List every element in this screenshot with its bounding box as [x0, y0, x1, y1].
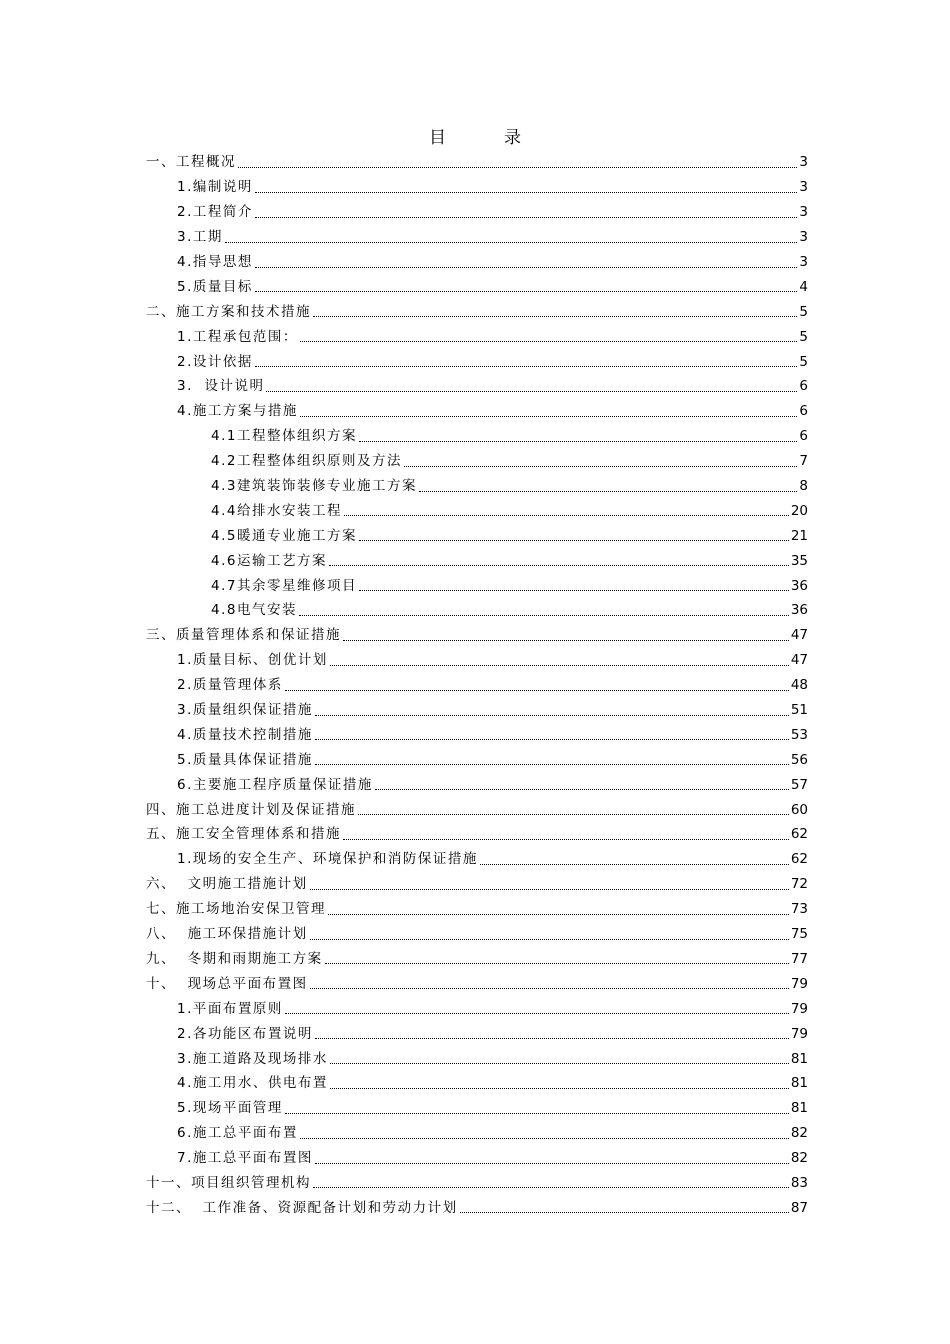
toc-entry-title: 6.施工总平面布置 — [177, 1125, 298, 1142]
toc-entry-page-number: 3 — [799, 229, 808, 246]
toc-entry-title: 3.工期 — [177, 229, 223, 246]
toc-entry[interactable] — [146, 474, 808, 499]
toc-entry-page-number: 81 — [790, 1075, 808, 1092]
dot-leader — [255, 366, 798, 367]
toc-entry-page-number: 6 — [799, 378, 808, 395]
toc-entry-page-number: 7 — [799, 453, 808, 470]
toc-entry-title: 5.现场平面管理 — [177, 1100, 283, 1117]
toc-entry[interactable] — [146, 449, 808, 474]
toc-entry-title: 4.8电气安装 — [211, 602, 297, 619]
toc-entry[interactable] — [146, 673, 808, 698]
toc-entry-page-number: 53 — [790, 726, 808, 743]
toc-entry-title: 1.质量目标、创优计划 — [177, 652, 328, 669]
toc-entry-title: 4.施工方案与措施 — [177, 403, 298, 420]
dot-leader — [285, 690, 789, 691]
toc-entry-title: 4.5暖通专业施工方案 — [211, 527, 357, 544]
toc-entry[interactable] — [146, 1146, 808, 1171]
toc-entry-title: 十一、项目组织管理机构 — [146, 1174, 311, 1191]
toc-entry[interactable] — [146, 324, 808, 349]
toc-entry[interactable] — [146, 424, 808, 449]
dot-leader — [310, 988, 789, 989]
dot-leader — [359, 590, 789, 591]
dot-leader — [325, 963, 789, 964]
toc-entry-title: 1.编制说明 — [177, 179, 253, 196]
dot-leader — [300, 341, 798, 342]
toc-entry-title: 4.2工程整体组织原则及方法 — [211, 453, 402, 470]
toc-entry-page-number: 3 — [799, 254, 808, 270]
dot-leader — [404, 466, 797, 467]
toc-entry-title: 4.指导思想 — [177, 254, 253, 270]
dot-leader — [344, 515, 789, 516]
toc-entry-page-number: 87 — [790, 1199, 808, 1216]
toc-entry[interactable] — [146, 200, 808, 225]
dot-leader — [300, 416, 798, 417]
dot-leader — [359, 540, 789, 541]
toc-entry-title: 五、施工安全管理体系和措施 — [146, 826, 341, 843]
toc-entry-page-number: 79 — [790, 1000, 808, 1017]
toc-entry[interactable] — [146, 772, 808, 797]
toc-entry-page-number: 56 — [790, 751, 808, 768]
toc-entry-page-number: 21 — [790, 527, 808, 544]
toc-entry-title: 六、 文明施工措施计划 — [146, 876, 308, 893]
dot-leader — [266, 391, 797, 392]
toc-entry-page-number: 75 — [790, 926, 808, 943]
toc-entry-title: 2.各功能区布置说明 — [177, 1025, 313, 1042]
dot-leader — [419, 491, 797, 492]
toc-entry-title: 3.施工道路及现场排水 — [177, 1050, 328, 1067]
dot-leader — [480, 864, 789, 865]
toc-entry[interactable] — [146, 175, 808, 200]
toc-entry-title: 1.工程承包范围： — [177, 328, 298, 345]
dot-leader — [315, 739, 789, 740]
toc-entry-page-number: 72 — [790, 876, 808, 893]
toc-entry-page-number: 81 — [790, 1050, 808, 1067]
dot-leader — [358, 814, 789, 815]
toc-entry[interactable] — [146, 498, 808, 523]
toc-entry[interactable] — [146, 971, 808, 996]
toc-entry-title: 4.6运输工艺方案 — [211, 552, 327, 569]
table-of-contents — [146, 150, 808, 1220]
toc-entry-page-number: 47 — [790, 652, 808, 669]
toc-entry-page-number: 4 — [799, 278, 808, 295]
dot-leader — [310, 889, 789, 890]
toc-entry-page-number: 6 — [799, 403, 808, 420]
toc-entry[interactable] — [146, 947, 808, 972]
toc-entry[interactable] — [146, 1021, 808, 1046]
dot-leader — [343, 839, 789, 840]
toc-entry[interactable] — [146, 150, 808, 175]
toc-entry[interactable] — [146, 1121, 808, 1146]
toc-entry-page-number: 82 — [790, 1150, 808, 1167]
toc-entry[interactable] — [146, 349, 808, 374]
toc-entry[interactable] — [146, 698, 808, 723]
toc-entry[interactable] — [146, 598, 808, 623]
toc-entry-page-number: 77 — [790, 950, 808, 967]
toc-entry-page-number: 82 — [790, 1125, 808, 1142]
dot-leader — [315, 1163, 789, 1164]
dot-leader — [310, 939, 789, 940]
toc-entry-page-number: 36 — [790, 577, 808, 594]
dot-leader — [299, 615, 789, 616]
dot-leader — [329, 565, 789, 566]
toc-entry-title: 八、 施工环保措施计划 — [146, 926, 308, 943]
toc-entry[interactable] — [146, 250, 808, 275]
toc-entry-title: 2.质量管理体系 — [177, 677, 283, 694]
toc-entry-page-number: 3 — [799, 179, 808, 196]
toc-entry-title: 四、施工总进度计划及保证措施 — [146, 801, 356, 818]
dot-leader — [285, 1013, 789, 1014]
toc-entry-title: 七、施工场地治安保卫管理 — [146, 901, 326, 918]
toc-entry-page-number: 3 — [799, 154, 808, 171]
toc-entry[interactable] — [146, 623, 808, 648]
toc-entry-title: 6.主要施工程序质量保证措施 — [177, 776, 373, 793]
toc-entry-title: 1.现场的安全生产、环境保护和消防保证措施 — [177, 851, 478, 868]
toc-entry-page-number: 48 — [790, 677, 808, 694]
toc-entry-title: 7.施工总平面布置图 — [177, 1150, 313, 1167]
toc-entry[interactable] — [146, 847, 808, 872]
dot-leader — [375, 789, 789, 790]
toc-entry-title: 4.1工程整体组织方案 — [211, 428, 357, 445]
toc-entry-title: 4.质量技术控制措施 — [177, 726, 313, 743]
toc-entry-page-number: 36 — [790, 602, 808, 619]
toc-entry-title: 2.工程简介 — [177, 204, 253, 221]
dot-leader — [285, 1113, 789, 1114]
dot-leader — [315, 764, 789, 765]
toc-entry-title: 1.平面布置原则 — [177, 1000, 283, 1017]
dot-leader — [460, 1212, 789, 1213]
toc-entry[interactable] — [146, 1046, 808, 1071]
toc-entry-page-number: 6 — [799, 428, 808, 445]
toc-entry-page-number: 51 — [790, 702, 808, 719]
dot-leader — [313, 1187, 789, 1188]
dot-leader — [255, 267, 798, 268]
toc-entry-page-number: 5 — [799, 303, 808, 320]
toc-entry[interactable] — [146, 872, 808, 897]
toc-entry-page-number: 60 — [790, 801, 808, 818]
toc-entry-page-number: 62 — [790, 826, 808, 843]
dot-leader — [359, 441, 797, 442]
toc-entry-page-number: 5 — [799, 353, 808, 370]
toc-entry[interactable] — [146, 648, 808, 673]
toc-entry[interactable] — [146, 996, 808, 1021]
toc-entry[interactable] — [146, 922, 808, 947]
toc-entry-page-number: 62 — [790, 851, 808, 868]
dot-leader — [255, 291, 798, 292]
toc-entry-title: 十二、 工作准备、资源配备计划和劳动力计划 — [146, 1199, 458, 1216]
toc-entry[interactable] — [146, 548, 808, 573]
toc-entry-title: 一、工程概况 — [146, 154, 236, 171]
toc-entry-page-number: 3 — [799, 204, 808, 221]
toc-entry-title: 2.设计依据 — [177, 353, 253, 370]
toc-entry-page-number: 57 — [790, 776, 808, 793]
toc-entry-page-number: 47 — [790, 627, 808, 644]
dot-leader — [225, 242, 798, 243]
toc-entry-page-number: 79 — [790, 1025, 808, 1042]
dot-leader — [328, 914, 789, 915]
toc-entry-title: 4.施工用水、供电布置 — [177, 1075, 328, 1092]
toc-entry-page-number: 35 — [790, 552, 808, 569]
toc-entry-title: 5.质量目标 — [177, 278, 253, 295]
dot-leader — [330, 665, 789, 666]
dot-leader — [255, 192, 798, 193]
toc-entry-title: 九、 冬期和雨期施工方案 — [146, 950, 323, 967]
toc-entry-title: 二、施工方案和技术措施 — [146, 303, 311, 320]
toc-entry[interactable] — [146, 374, 808, 399]
toc-entry-page-number: 8 — [799, 478, 808, 495]
dot-leader — [300, 1138, 789, 1139]
toc-entry[interactable] — [146, 1195, 808, 1220]
toc-entry[interactable] — [146, 1096, 808, 1121]
toc-entry-title: 3. 设计说明 — [177, 378, 265, 395]
toc-entry[interactable] — [146, 299, 808, 324]
toc-entry-title: 3.质量组织保证措施 — [177, 702, 313, 719]
toc-entry[interactable] — [146, 797, 808, 822]
toc-entry[interactable] — [146, 822, 808, 847]
dot-leader — [315, 715, 789, 716]
dot-leader — [255, 217, 798, 218]
dot-leader — [238, 167, 797, 168]
dot-leader — [330, 1088, 789, 1089]
toc-entry-page-number: 81 — [790, 1100, 808, 1117]
toc-entry[interactable] — [146, 274, 808, 299]
toc-entry-page-number: 83 — [790, 1174, 808, 1191]
toc-entry-title: 5.质量具体保证措施 — [177, 751, 313, 768]
toc-entry[interactable] — [146, 573, 808, 598]
dot-leader — [315, 1038, 789, 1039]
toc-entry[interactable] — [146, 747, 808, 772]
toc-entry-page-number: 73 — [790, 901, 808, 918]
toc-entry[interactable] — [146, 523, 808, 548]
title-char-1: 目 — [429, 128, 446, 148]
toc-entry-title: 十、 现场总平面布置图 — [146, 975, 308, 992]
page-title — [0, 126, 950, 150]
toc-entry-page-number: 20 — [790, 502, 808, 519]
dot-leader — [330, 1063, 789, 1064]
toc-entry-title: 4.4给排水安装工程 — [211, 502, 342, 519]
toc-entry-page-number: 5 — [799, 328, 808, 345]
toc-entry-page-number: 79 — [790, 975, 808, 992]
toc-entry-title: 三、质量管理体系和保证措施 — [146, 627, 341, 644]
toc-entry[interactable] — [146, 722, 808, 747]
title-char-2: 录 — [504, 128, 521, 148]
toc-entry[interactable] — [146, 225, 808, 250]
toc-entry[interactable] — [146, 1071, 808, 1096]
dot-leader — [343, 640, 789, 641]
toc-entry-title: 4.3建筑装饰装修专业施工方案 — [211, 478, 417, 495]
toc-entry[interactable] — [146, 399, 808, 424]
toc-entry[interactable] — [146, 897, 808, 922]
dot-leader — [313, 316, 797, 317]
toc-entry-title: 4.7其余零星维修项目 — [211, 577, 357, 594]
toc-entry[interactable] — [146, 1171, 808, 1196]
